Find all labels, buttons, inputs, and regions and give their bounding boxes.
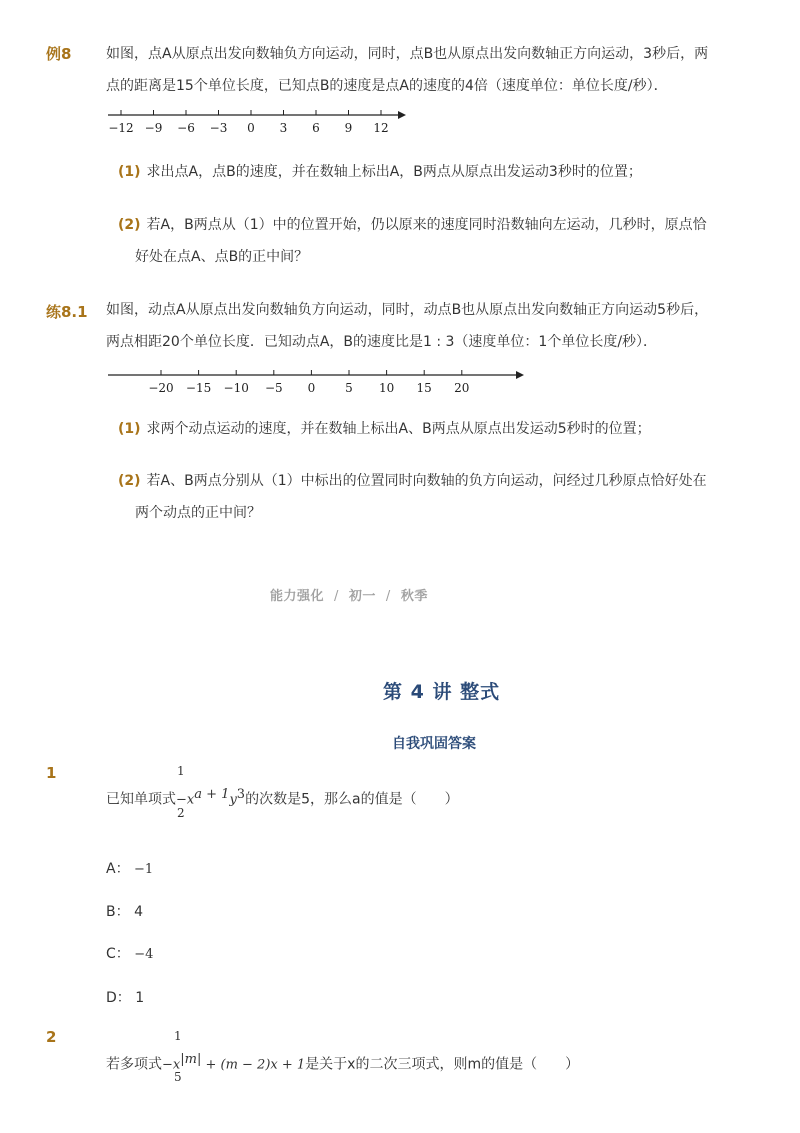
variable-x: x xyxy=(172,1057,181,1073)
variable-y: y xyxy=(229,792,237,808)
tick-label: 0 xyxy=(247,121,255,135)
question-1-number: 1 xyxy=(46,764,57,782)
chapter-title: 第 4 讲 整式 xyxy=(383,681,501,703)
option-value: −1 xyxy=(134,862,154,877)
question-number: (2) xyxy=(118,473,141,489)
practice-8-1-text xyxy=(106,294,786,358)
option-value: 1 xyxy=(135,990,145,1006)
tick-label: 12 xyxy=(373,121,389,135)
tick-label: 3 xyxy=(279,121,288,135)
number-line-1 xyxy=(100,104,410,138)
tick-label: 15 xyxy=(416,381,432,395)
variable-x: x xyxy=(186,792,195,808)
question-2-stem xyxy=(106,1046,579,1080)
fraction-numerator: 1 xyxy=(174,1029,182,1043)
example-8-line-2: 点的距离是15个单位长度，已知点B的速度是点A的速度的4倍（速度单位：单位长度/秒）． xyxy=(106,78,668,94)
option-label: D： xyxy=(106,990,131,1006)
number-line-2 xyxy=(100,365,530,399)
exponent-x: a + 1 xyxy=(194,787,230,802)
tick-label: −10 xyxy=(223,381,249,395)
minus-sign: − xyxy=(176,792,187,808)
tick-label: −12 xyxy=(108,121,134,135)
question-text-line-2: 两个动点的正中间？ xyxy=(135,505,261,521)
practice-8-1-line-2: 两点相距20个单位长度．已知动点A，B的速度比是1 : 3（速度单位：1个单位长度/秒）． xyxy=(106,334,658,350)
tick-label: 0 xyxy=(307,381,316,395)
footer-separator: / xyxy=(385,589,391,604)
example-8-text xyxy=(106,38,786,102)
option-label: B： xyxy=(106,904,130,920)
minus-sign: − xyxy=(162,1057,173,1073)
page-footer xyxy=(270,585,428,604)
example-8-tag: 例8 xyxy=(46,45,72,63)
tick-label: 9 xyxy=(344,121,353,135)
question-text-line-2: 好处在点A、点B的正中间？ xyxy=(135,249,309,265)
axis-arrow xyxy=(398,111,406,119)
question-text-line-1: 若A，B两点从（1）中的位置开始，仍以原来的速度同时沿数轴向左运动，几秒时，原点恰 xyxy=(146,217,707,233)
tick-label: 10 xyxy=(378,381,395,395)
footer-separator: / xyxy=(334,589,339,604)
practice-8-1-tag: 练8.1 xyxy=(46,303,88,321)
footer-season: 秋季 xyxy=(400,589,428,604)
question-text-line-1: 若A、B两点分别从（1）中标出的位置同时向数轴的负方向运动，问经过几秒原点恰好处在 xyxy=(146,473,707,489)
exponent-abs-m: |m| xyxy=(180,1052,202,1067)
example-8-question-1 xyxy=(118,156,642,188)
example-8-question-2 xyxy=(118,209,798,273)
option-label: A： xyxy=(106,861,130,877)
option-value: 4 xyxy=(134,904,143,920)
tick-label: 6 xyxy=(312,121,320,135)
stem-prefix: 若多项式 xyxy=(106,1056,162,1073)
tick-label: −15 xyxy=(185,381,212,395)
tick-label: −20 xyxy=(148,381,174,395)
footer-grade: 初一 xyxy=(348,589,376,604)
tick-label: 5 xyxy=(345,381,353,395)
stem-suffix: 的次数是5，那么a的值是（ ） xyxy=(245,791,459,808)
tick-label: 20 xyxy=(454,381,470,395)
question-number: (2) xyxy=(118,217,141,233)
fraction-denominator: 5 xyxy=(174,1070,182,1084)
tick-label: −9 xyxy=(144,121,163,135)
question-2-number: 2 xyxy=(46,1028,57,1046)
option-a[interactable] xyxy=(106,858,153,878)
tick-label: −3 xyxy=(209,121,228,135)
option-value: −4 xyxy=(134,947,154,962)
fraction-denominator: 2 xyxy=(177,806,185,820)
option-label: C： xyxy=(106,946,130,962)
option-b[interactable] xyxy=(106,901,143,921)
question-text: 求出点A，点B的速度，并在数轴上标出A，B两点从原点出发运动3秒时的位置； xyxy=(146,164,642,180)
tick-label: −5 xyxy=(264,381,283,395)
practice-8-1-line-1: 如图，动点A从原点出发向数轴负方向运动，同时，动点B也从原点出发向数轴正方向运动5秒后， xyxy=(106,302,709,318)
expression-rest: + (m − 2)x + 1 xyxy=(201,1057,306,1073)
stem-prefix: 已知单项式 xyxy=(106,791,176,808)
option-d[interactable] xyxy=(106,987,144,1007)
stem-suffix: 是关于x的二次三项式，则m的值是（ ） xyxy=(305,1056,580,1073)
footer-course: 能力强化 xyxy=(270,589,325,604)
tick-label: −6 xyxy=(177,121,195,135)
practice-8-1-question-2 xyxy=(118,465,798,529)
exponent-y: 3 xyxy=(236,787,246,802)
example-8-line-1: 如图，点A从原点出发向数轴负方向运动，同时，点B也从原点出发向数轴正方向运动，3秒后，两 xyxy=(106,46,709,62)
question-number: (1) xyxy=(118,421,141,437)
axis-arrow xyxy=(516,371,524,379)
question-number: (1) xyxy=(118,164,141,180)
practice-8-1-question-1 xyxy=(118,413,651,445)
question-text: 求两个动点运动的速度，并在数轴上标出A、B两点从原点出发运动5秒时的位置； xyxy=(146,421,651,437)
option-c[interactable] xyxy=(106,943,153,963)
section-title: 自我巩固答案 xyxy=(392,736,476,752)
fraction-numerator: 1 xyxy=(177,764,185,778)
question-1-stem xyxy=(106,781,459,815)
